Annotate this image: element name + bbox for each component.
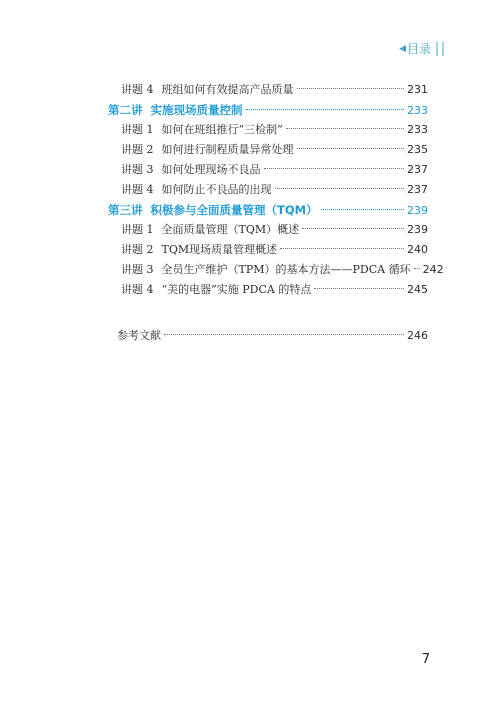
entry-text — [108, 260, 411, 280]
toc-entry[interactable] — [108, 280, 428, 300]
entry-number: 讲题 2 — [121, 143, 154, 156]
toc-entry[interactable] — [108, 220, 428, 240]
toc-entry[interactable] — [108, 120, 428, 140]
entry-title: 如何防止不良品的出现 — [161, 183, 272, 196]
table-of-contents — [108, 80, 444, 346]
entry-page-number: 231 — [407, 83, 428, 96]
toc-entry-references[interactable] — [108, 326, 428, 346]
entry-page-number: 235 — [407, 143, 428, 156]
entry-number: 讲题 1 — [121, 223, 154, 236]
dot-leader — [246, 109, 405, 110]
entry-page-number: 237 — [407, 163, 428, 176]
dot-leader — [280, 248, 404, 249]
entry-page-number: 240 — [407, 243, 428, 256]
entry-text — [108, 240, 277, 260]
entry-page-number: 237 — [407, 183, 428, 196]
references-title: 参考文献 — [117, 329, 161, 342]
references-page: 246 — [407, 329, 428, 342]
entry-title: 班组如何有效提高产品质量 — [161, 83, 294, 96]
entry-title: 全员生产维护（TPM）的基本方法——PDCA 循环 — [161, 263, 411, 276]
entry-number: 讲题 2 — [121, 243, 154, 256]
entry-page-number: 245 — [407, 283, 428, 296]
entry-page-number: 239 — [407, 223, 428, 236]
dot-leader — [286, 128, 404, 129]
toc-entry[interactable] — [108, 260, 444, 280]
entry-title: 如何在班组推行“三检制” — [161, 123, 283, 136]
entry-title: 如何处理现场不良品 — [161, 163, 261, 176]
entry-number: 讲题 4 — [121, 83, 154, 96]
entry-number: 讲题 3 — [121, 163, 154, 176]
entry-title: 积极参与全面质量管理（TQM） — [150, 203, 318, 217]
entry-text — [108, 100, 243, 120]
entry-number: 第三讲 — [108, 203, 143, 217]
toc-entry[interactable] — [108, 180, 428, 200]
entry-number: 讲题 4 — [121, 183, 154, 196]
dot-leader — [275, 188, 405, 189]
toc-chapter-entry[interactable] — [108, 100, 428, 120]
entry-text — [108, 120, 283, 140]
entry-number: 讲题 1 — [121, 123, 154, 136]
dot-leader — [297, 148, 405, 149]
dot-leader — [297, 88, 405, 89]
page-number: 7 — [421, 652, 430, 667]
toc-header-label: 目录 — [406, 42, 431, 56]
entry-title: “美的电器”实施 PDCA 的特点 — [161, 283, 312, 296]
dot-leader — [164, 334, 404, 335]
entry-page-number: 242 — [422, 263, 444, 276]
entry-page-number: 233 — [407, 123, 428, 136]
entry-number: 讲题 3 — [121, 263, 154, 276]
dot-leader — [314, 288, 404, 289]
entry-page-number: 233 — [407, 104, 428, 117]
entry-title: 全面质量管理（TQM）概述 — [161, 223, 300, 236]
entry-text — [108, 180, 272, 200]
toc-entry[interactable] — [108, 140, 428, 160]
entry-text — [108, 80, 294, 100]
entry-number: 讲题 4 — [121, 283, 154, 296]
entry-text — [108, 160, 261, 180]
double-bar-icon — [436, 42, 444, 56]
entry-page-number: 239 — [407, 204, 428, 217]
entry-text — [108, 200, 318, 220]
entry-number: 第二讲 — [108, 103, 143, 117]
entry-title: 如何进行制程质量异常处理 — [161, 143, 294, 156]
entry-text — [108, 280, 311, 300]
toc-entry[interactable] — [108, 160, 428, 180]
toc-header[interactable] — [399, 40, 444, 57]
back-arrow-icon: ◀ — [399, 43, 406, 54]
toc-entry[interactable] — [108, 80, 428, 100]
dot-leader — [264, 168, 405, 169]
toc-entry[interactable] — [108, 240, 428, 260]
toc-chapter-entry[interactable] — [108, 200, 428, 220]
dot-leader — [321, 209, 404, 210]
entry-text — [108, 140, 294, 160]
dot-leader — [302, 228, 404, 229]
dot-leader — [414, 268, 420, 269]
entry-title: 实施现场质量控制 — [150, 103, 243, 117]
entry-title: TQM现场质量管理概述 — [161, 243, 278, 256]
entry-text — [108, 220, 299, 240]
